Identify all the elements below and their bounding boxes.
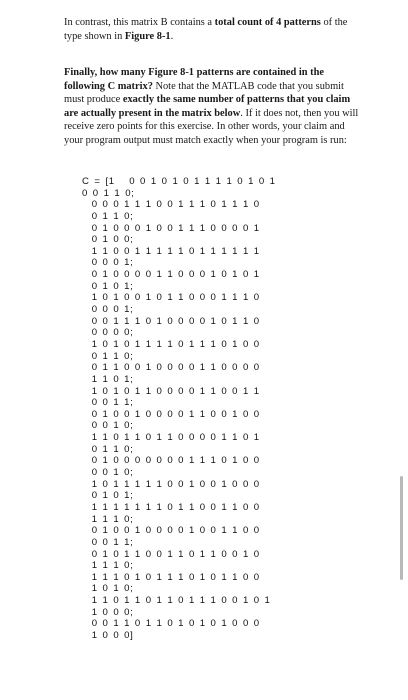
matrix-line: 1 0 1 1 1 1 1 0 0 1 0 0 1 0 0 0 — [82, 478, 260, 490]
matrix-line: 0 1 0 1; — [82, 280, 134, 292]
matrix-line: 0 0 1 1 1 0 1 0 0 0 0 1 0 1 1 0 — [82, 315, 260, 327]
matrix-line: 1 0 0 0] — [82, 629, 134, 641]
intro-bold-count: total count of 4 patterns — [214, 17, 321, 28]
matrix-line: 1 0 0 0; — [82, 606, 134, 618]
matrix-line: 0 0 0 1; — [82, 257, 134, 269]
question-paragraph — [64, 66, 364, 147]
question-bold-2: exactly the same number of patterns that you claim are actually present in the matrix below — [64, 94, 351, 119]
matrix-line: 1 1 0 0 1 1 1 1 1 0 1 1 1 1 1 1 — [82, 245, 260, 257]
matrix-line: 0 1 1 0; — [82, 350, 134, 362]
matrix-line: 0 1 0 0 1 0 0 0 0 1 0 0 1 1 0 0 — [82, 525, 260, 537]
intro-text-3: . — [170, 30, 174, 42]
intro-text-2: of the type shown in — [64, 17, 348, 42]
matrix-line: 1 1 1 0 1 0 1 1 1 0 1 0 1 1 0 0 — [82, 571, 260, 583]
scrollbar-thumb[interactable] — [400, 476, 403, 580]
matrix-line: 1 0 1 0 0 1 0 1 1 0 0 0 1 1 1 0 — [82, 292, 260, 304]
matrix-line: 0 1 1 0 0 1 0 0 0 0 1 1 0 0 0 0 — [82, 362, 260, 374]
matrix-line: 1 1 1 1 1 1 1 0 1 1 0 0 1 1 0 0 — [82, 501, 260, 513]
intro-paragraph — [64, 16, 364, 43]
matrix-line: 0 1 0 1 1 0 0 1 1 0 1 1 0 0 1 0 — [82, 548, 260, 560]
matrix-line: 0 1 0 1; — [82, 490, 134, 502]
matrix-line: 0 0 1 1; — [82, 397, 134, 409]
matrix-line: 1 0 1 0 1 1 1 1 0 1 1 1 0 1 0 0 — [82, 338, 260, 350]
matrix-line: 0 1 0 0 0 1 0 0 1 1 1 0 0 0 0 1 — [82, 222, 260, 234]
question-text-2: . If it does not, then you will receive zero points for this exercise. In other words, your claim and your program output must match exactly when your program is run: — [64, 107, 359, 146]
matrix-line: 0 1 0 0 0 0 0 0 0 1 1 1 0 1 0 0 — [82, 455, 260, 467]
matrix-line: 1 1 1 0; — [82, 513, 134, 525]
matrix-line: 0 1 0 0; — [82, 234, 134, 246]
matrix-c-listing — [82, 176, 382, 642]
matrix-line: 0 0 1 1 0 1 1 0 1 0 1 0 1 0 0 0 — [82, 618, 260, 630]
matrix-line: 0 0 0 0; — [82, 327, 134, 339]
matrix-line: 0 0 1 1; — [82, 536, 134, 548]
matrix-line: 0 0 1 0; — [82, 467, 134, 479]
matrix-line: 1 1 0 1; — [82, 373, 134, 385]
intro-text-1: In contrast, this matrix B contains a — [64, 17, 215, 28]
question-text-1: Note that the MATLAB code that you submit must produce — [64, 80, 344, 105]
matrix-line: C = [1 0 0 1 0 1 0 1 1 1 1 0 1 0 1 — [82, 176, 276, 187]
matrix-line: 1 1 0 1 1 0 1 1 0 1 1 1 0 0 1 0 1 — [82, 595, 271, 607]
matrix-line: 0 0 1 0; — [82, 420, 134, 432]
question-bold-1: Finally, how many Figure 8-1 patterns are contained in the following C matrix? — [64, 67, 324, 92]
matrix-line: 0 1 0 0 0 0 1 1 0 0 0 1 0 1 0 1 — [82, 269, 260, 281]
matrix-line: 1 0 1 0 1 1 0 0 0 0 1 1 0 0 1 1 — [82, 385, 260, 397]
matrix-line: 0 0 1 1 0; — [82, 187, 135, 199]
matrix-line: 0 0 0 1 1 1 0 0 1 1 1 0 1 1 1 0 — [82, 199, 260, 211]
matrix-line: 1 1 0 1 1 0 1 1 0 0 0 0 1 1 0 1 — [82, 432, 260, 444]
matrix-line: 0 1 1 0; — [82, 210, 134, 222]
matrix-line: 0 1 1 0; — [82, 443, 134, 455]
matrix-line: 1 1 1 0; — [82, 560, 134, 572]
matrix-line: 1 0 1 0; — [82, 583, 134, 595]
intro-bold-figure: Figure 8-1 — [124, 30, 171, 42]
matrix-line: 0 0 0 1; — [82, 304, 134, 316]
matrix-line: 0 1 0 0 1 0 0 0 0 1 1 0 0 1 0 0 — [82, 408, 260, 420]
